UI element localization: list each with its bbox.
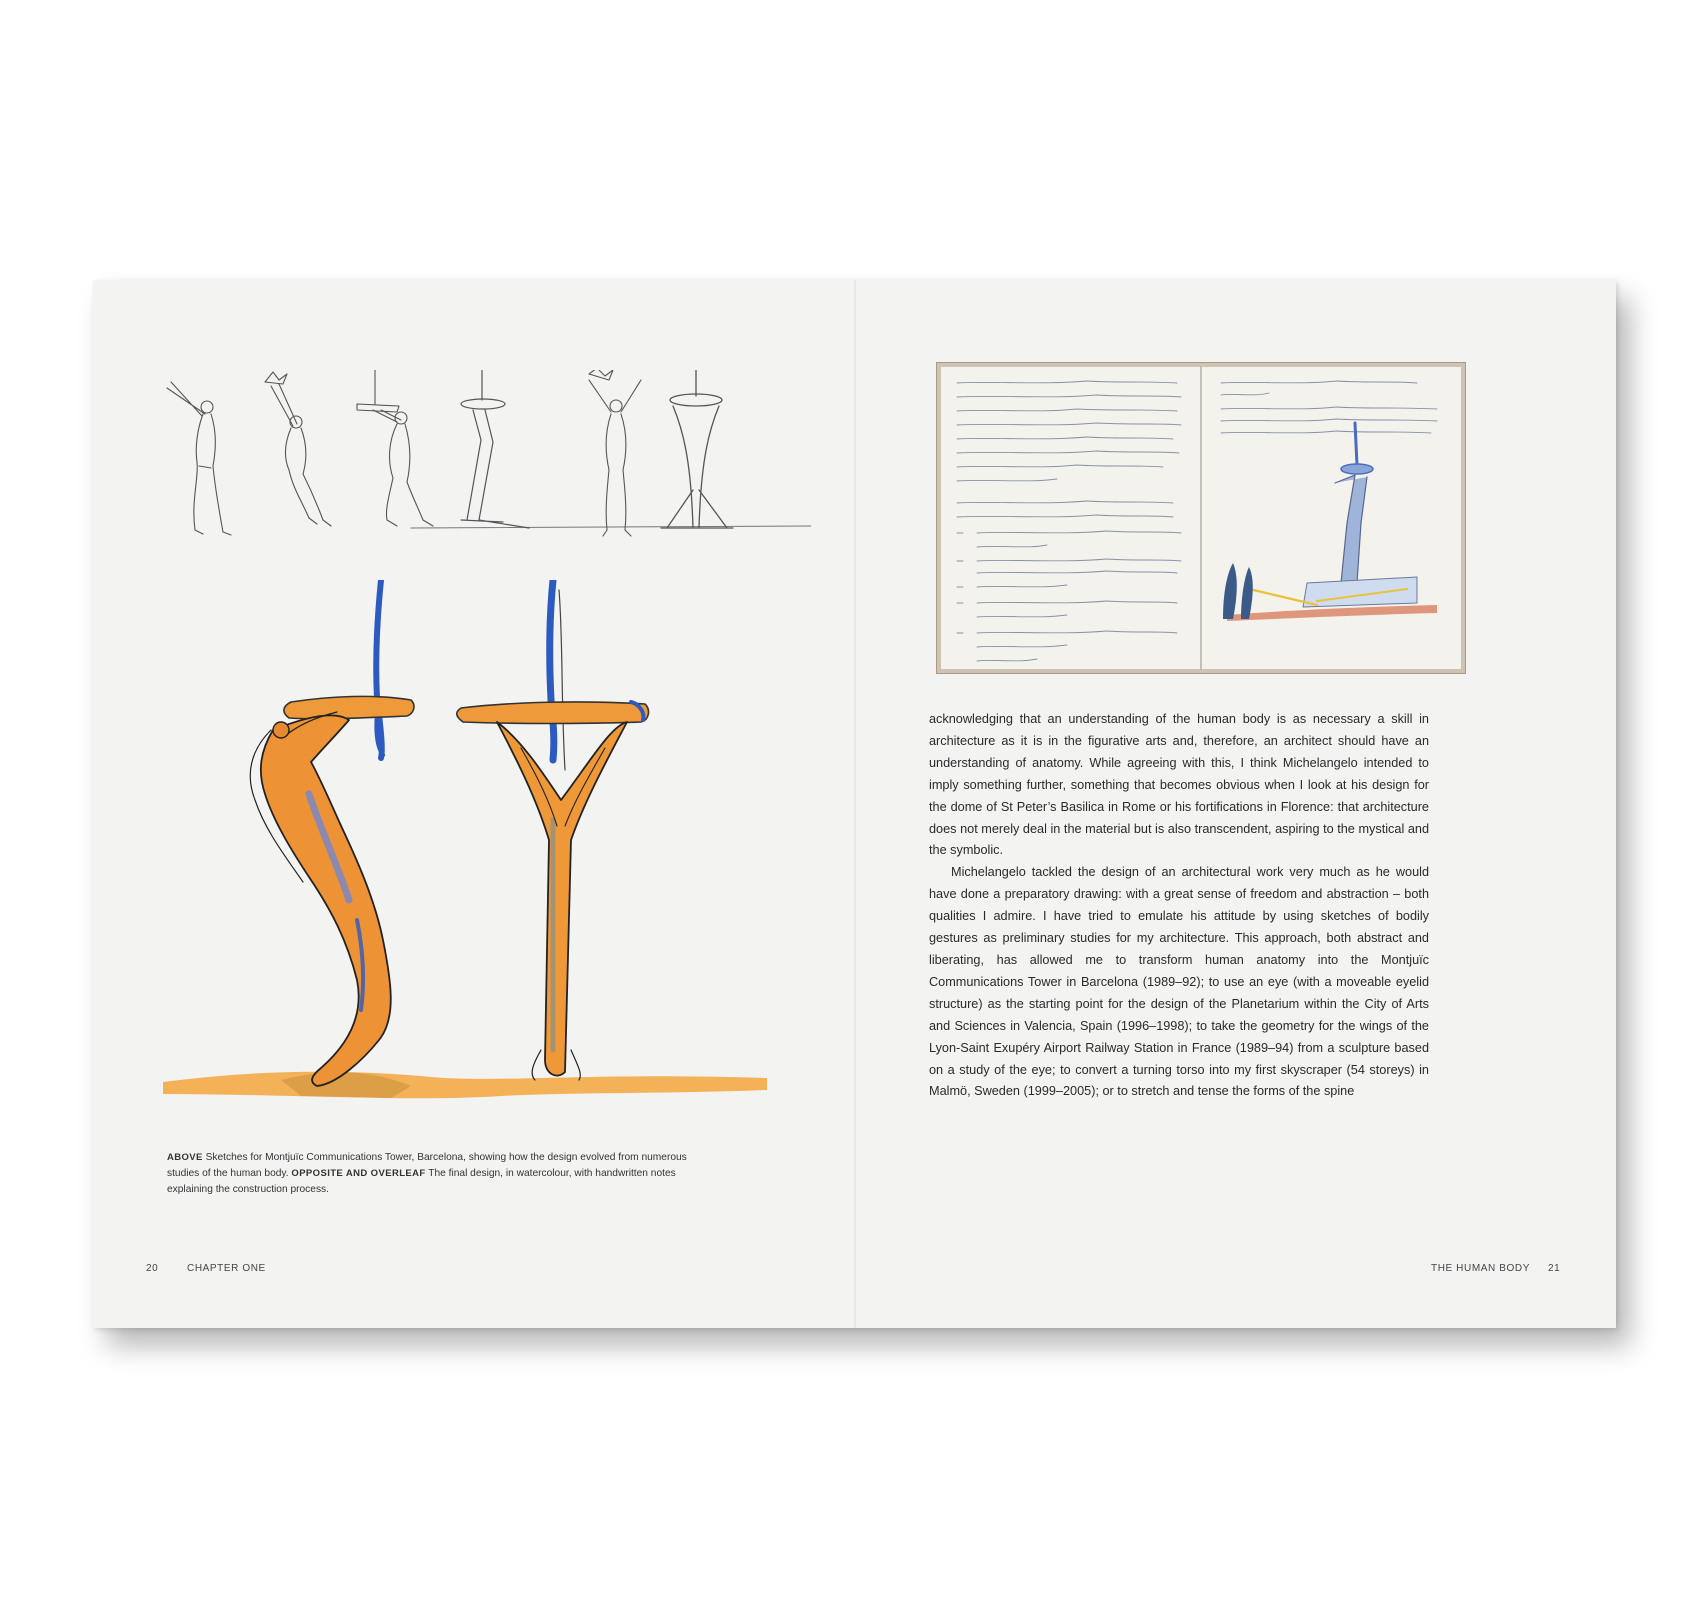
notebook-spread-icon	[936, 362, 1466, 674]
book-gutter	[854, 280, 856, 1328]
caption-text-above: Sketches for Montjuïc Communications Tower, Barcelona, showing how the design evolved from numerous studies of the human body.	[167, 1152, 687, 1179]
right-running-head: THE HUMAN BODY	[1431, 1263, 1530, 1274]
body-paragraph: acknowledging that an understanding of the human body is as necessary a skill in architecture as it is in the figurative arts and, therefore, an architect should have an understanding of anatomy. While agreeing with this, I think Michelangelo intended to imply something further, something that becomes obvious when I look at his design for the dome of St Peter’s Basilica in Rome or his fortifications in Florence: that architecture does not merely deal in the material but is also transcendent, aspiring to the mystical and the symbolic.	[929, 712, 1429, 858]
caption-label-above: ABOVE	[167, 1152, 203, 1163]
caption-text-opposite: The final design, in watercolour, with handwritten notes explaining the construction process.	[167, 1168, 676, 1195]
pencil-sketch-row-icon	[161, 370, 811, 545]
book-spread	[93, 280, 1616, 1328]
left-running-head: CHAPTER ONE	[187, 1263, 266, 1274]
caption-label-opposite: OPPOSITE AND OVERLEAF	[291, 1168, 426, 1179]
body-text	[929, 709, 1429, 1103]
tower-watercolour-icon	[161, 580, 771, 1410]
left-page-number: 20	[146, 1263, 159, 1274]
right-page-number: 21	[1548, 1263, 1561, 1274]
figure-caption	[167, 1150, 707, 1198]
body-paragraph: Michelangelo tackled the design of an architectural work very much as he would have done a preparatory drawing: with a great sense of freedom and abstraction – both qualities I admire. I have tried to emulate his attitude by using sketches of bodily gestures as preliminary studies for my architecture. This approach, both abstract and liberating, has allowed me to transform human anatomy into the Montjuïc Communications Tower in Barcelona (1989–92); to use an eye (with a moveable eyelid structure) as the starting point for the design of the Planetarium within the City of Arts and Sciences in Valencia, Spain (1996–1998); to take the geometry for the wings of the Lyon-Saint Exupéry Airport Railway Station in France (1989–94) from a sculpture based on a study of the eye; to convert a turning torso into my first skyscraper (54 storeys) in Malmö, Sweden (1999–2005); or to stretch and tense the forms of the spine	[929, 865, 1429, 1099]
